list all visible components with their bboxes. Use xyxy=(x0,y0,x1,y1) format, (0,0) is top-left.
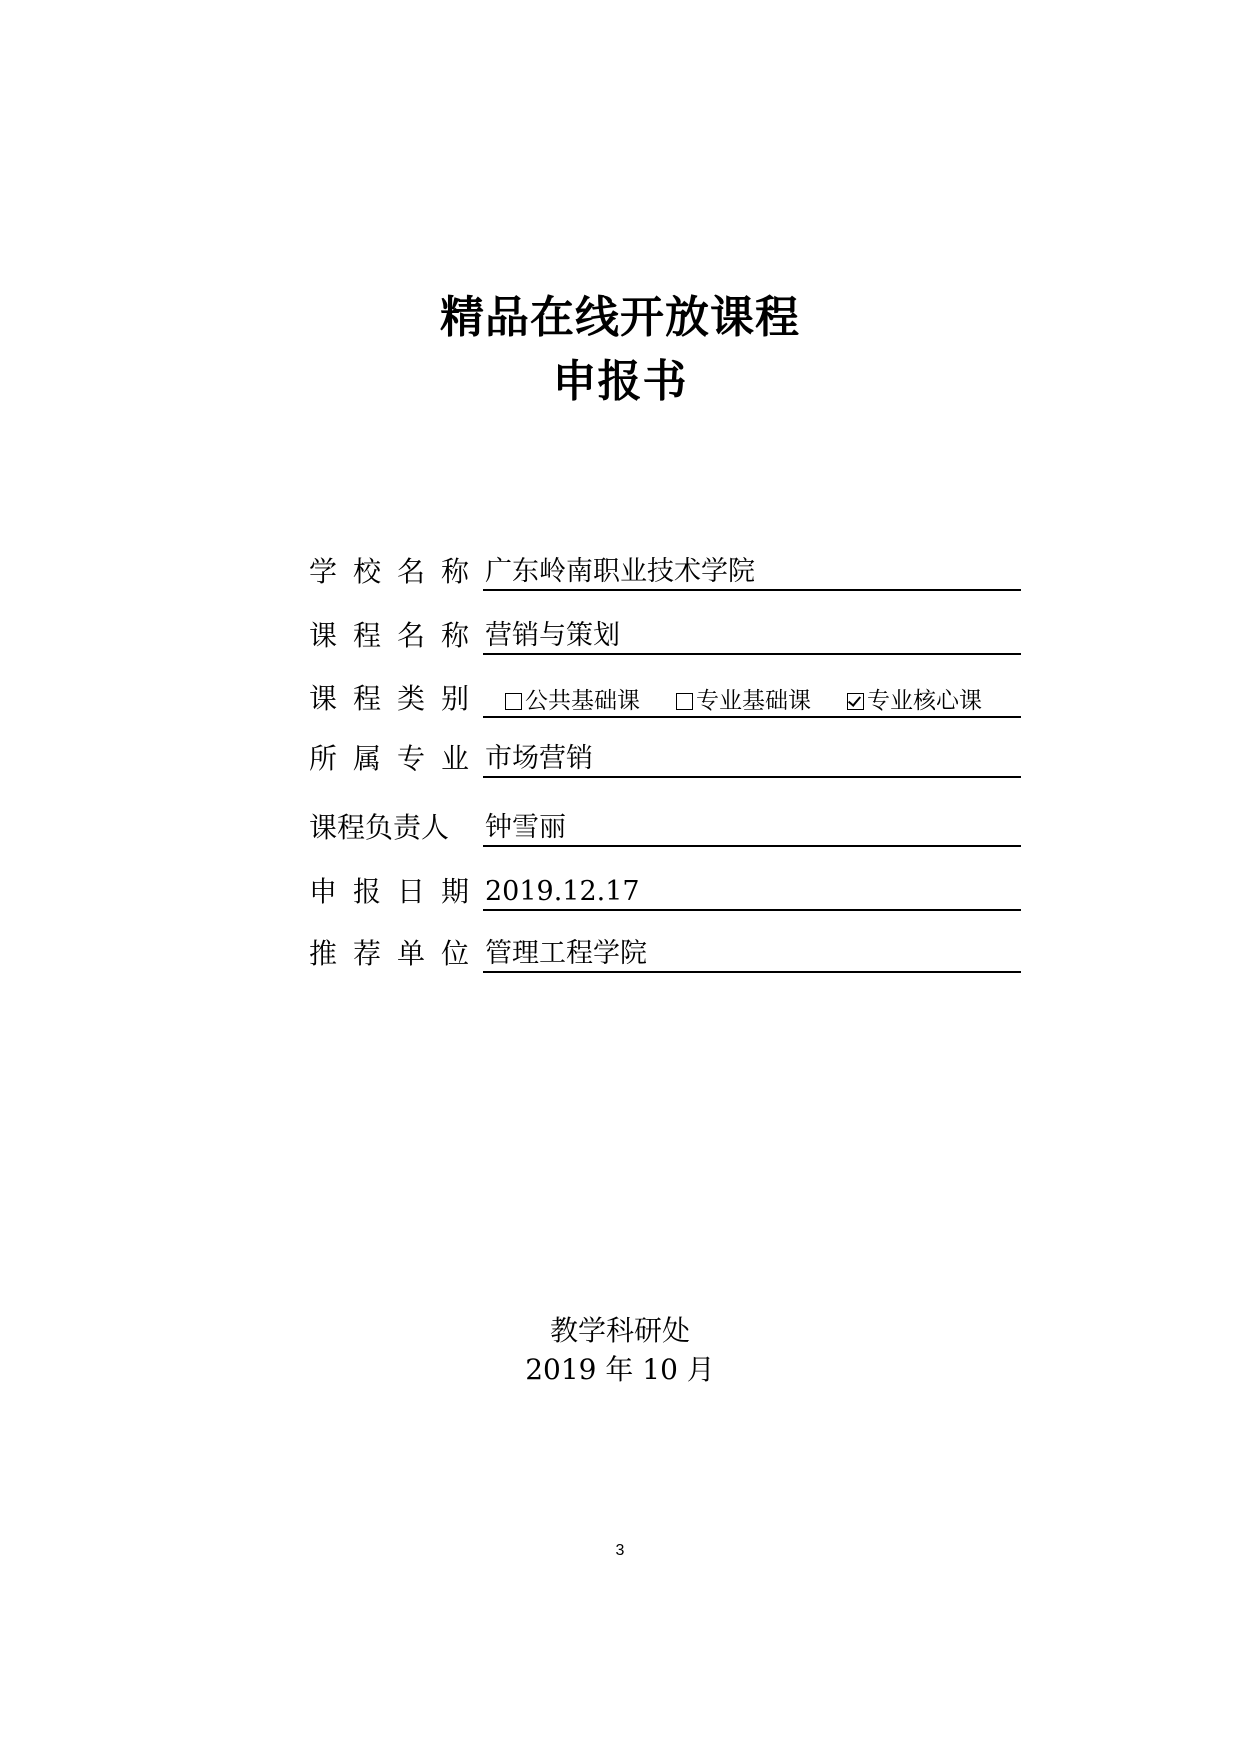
category-options xyxy=(505,686,982,716)
field-underline xyxy=(483,716,1021,718)
field-underline xyxy=(483,589,1021,591)
checkbox-unchecked-icon[interactable] xyxy=(676,693,693,710)
category-option-label: 公共基础课 xyxy=(525,688,640,714)
field-label-major: 所属专业 xyxy=(309,742,486,775)
field-recommending-unit xyxy=(309,933,1021,973)
field-value-leader: 钟雪丽 xyxy=(485,812,566,843)
document-subtitle: 申报书 xyxy=(552,356,688,407)
checkbox-unchecked-icon[interactable] xyxy=(505,693,522,710)
field-course-category xyxy=(309,678,1021,718)
category-option-major-basic[interactable] xyxy=(676,686,811,716)
category-option-label: 专业基础课 xyxy=(696,688,811,714)
field-course-name xyxy=(309,615,1021,655)
page-number: 3 xyxy=(615,1542,625,1559)
field-label-course: 课程名称 xyxy=(309,619,486,652)
field-value-unit: 管理工程学院 xyxy=(485,938,647,969)
field-underline xyxy=(483,845,1021,847)
category-option-major-core[interactable] xyxy=(847,686,982,716)
field-value-course: 营销与策划 xyxy=(485,620,620,651)
field-underline xyxy=(483,971,1021,973)
field-label-leader: 课程负责人 xyxy=(309,811,450,844)
field-underline xyxy=(483,909,1021,911)
field-major xyxy=(309,738,1021,778)
field-underline xyxy=(483,653,1021,655)
footer-issuing-office: 教学科研处 xyxy=(549,1314,690,1347)
footer-issue-date: 2019 年 10 月 xyxy=(525,1353,715,1386)
field-application-date xyxy=(309,871,1021,911)
checkbox-checked-icon[interactable] xyxy=(847,693,864,710)
field-course-leader xyxy=(309,807,1021,847)
field-label-school: 学校名称 xyxy=(309,555,486,588)
field-school-name xyxy=(309,551,1021,591)
field-value-date: 2019.12.17 xyxy=(485,876,640,907)
category-option-public-basic[interactable] xyxy=(505,686,640,716)
field-label-date: 申报日期 xyxy=(309,875,486,908)
field-label-category: 课程类别 xyxy=(309,682,486,715)
field-value-school: 广东岭南职业技术学院 xyxy=(485,556,755,587)
document-title: 精品在线开放课程 xyxy=(440,292,800,343)
field-label-unit: 推荐单位 xyxy=(309,937,486,970)
field-underline xyxy=(483,776,1021,778)
field-value-major: 市场营销 xyxy=(485,743,593,774)
category-option-label: 专业核心课 xyxy=(867,688,982,714)
